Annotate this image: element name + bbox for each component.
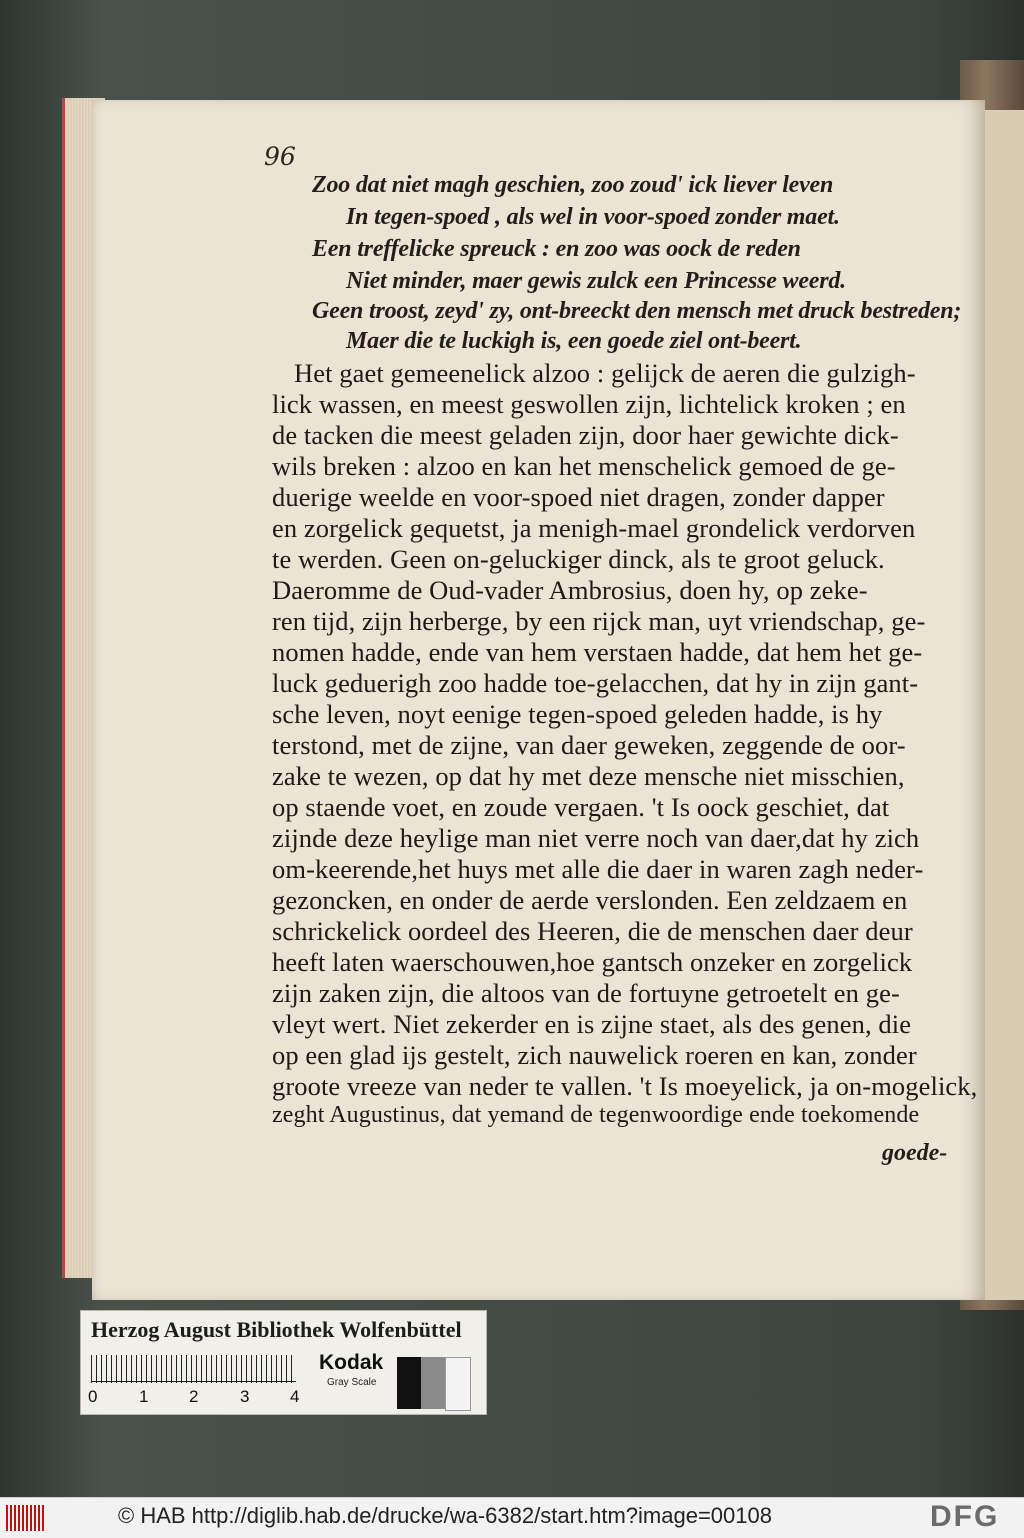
gray-scale-label: Gray Scale (327, 1377, 377, 1388)
ruler-number: 4 (290, 1387, 300, 1406)
prose-line: zeght Augustinus, dat yemand de tegenwoordige ende toekomende (272, 1102, 920, 1128)
ruler-baseline (91, 1381, 296, 1382)
prose-line: groote vreeze van neder te vallen. 't Is moeyelick, ja on-mogelick, (272, 1071, 978, 1101)
prose-line: gezoncken, en onder de aerde verslonden. Een zeldzaem en (272, 885, 908, 915)
verse-line: In tegen-spoed , als wel in voor-spoed zonder maet. (346, 204, 840, 230)
ruler-number: 1 (139, 1387, 149, 1406)
facing-page-edge (985, 110, 1024, 1300)
verse-line: Niet minder, maer gewis zulck een Princesse weerd. (346, 268, 846, 294)
copyright-url[interactable]: © HAB http://diglib.hab.de/drucke/wa-6382/start.htm?image=00108 (118, 1503, 772, 1528)
prose-line: duerige weelde en voor-spoed niet dragen, zonder dapper (272, 482, 885, 512)
prose-line: zake te wezen, op dat hy met deze mensche niet misschien, (272, 761, 905, 791)
prose-line: lick wassen, en meest geswollen zijn, lichtelick kroken ; en (272, 389, 906, 419)
prose-line: sche leven, noyt eenige tegen-spoed geleden hadde, is hy (272, 699, 883, 729)
library-name: Herzog August Bibliothek Wolfenbüttel (91, 1317, 462, 1342)
prose-line: schrickelick oordeel des Heeren, die de menschen daer deur (272, 916, 913, 946)
prose-line: op staende voet, en zoude vergaen. 't Is oock geschiet, dat (272, 792, 890, 822)
swatch-white (445, 1357, 471, 1411)
barcode-icon (6, 1505, 46, 1531)
prose-line: te werden. Geen on-geluckiger dinck, als te groot geluck. (272, 544, 885, 574)
prose-line: om-keerende,het huys met alle die daer in waren zagh neder- (272, 854, 924, 884)
prose-line: heeft laten waerschouwen,hoe gantsch onzeker en zorgelick (272, 947, 913, 977)
scale-ruler (91, 1355, 296, 1383)
prose-line: en zorgelick gequetst, ja menigh-mael grondelick verdorven (272, 513, 916, 543)
prose-line: de tacken die meest geladen zijn, door haer gewichte dick- (272, 420, 899, 450)
prose-line: zijnde deze heylige man niet verre noch van daer,dat hy zich (272, 823, 920, 853)
prose-line: nomen hadde, ende van hem verstaen hadde, dat hem het ge- (272, 637, 923, 667)
prose-line: op een glad ijs gestelt, zich nauwelick roeren en kan, zonder (272, 1040, 917, 1070)
prose-line: luck geduerigh zoo hadde toe-gelacchen, dat hy in zijn gant- (272, 668, 919, 698)
swatch-black (397, 1357, 421, 1409)
footer-bar (0, 1497, 1024, 1538)
prose-line: vleyt wert. Niet zekerder en is zijne staet, als des genen, die (272, 1009, 912, 1039)
page-number: 96 (264, 142, 296, 171)
verse-line: Geen troost, zeyd' zy, ont-breeckt den mensch met druck bestreden; (312, 298, 962, 324)
prose-line: Daeromme de Oud-vader Ambrosius, doen hy, op zeke- (272, 575, 868, 605)
swatch-gray (421, 1357, 445, 1409)
verse-line: Zoo dat niet magh geschien, zoo zoud' ick liever leven (312, 172, 834, 198)
ruler-number: 2 (189, 1387, 199, 1406)
prose-line: Het gaet gemeenelick alzoo : gelijck de aeren die gulzigh- (294, 358, 916, 388)
color-reference-card (80, 1310, 487, 1415)
kodak-label: Kodak (319, 1351, 384, 1374)
catchword: goede- (882, 1140, 948, 1166)
verse-line: Maer die te luckigh is, een goede ziel ont-beert. (346, 328, 802, 354)
prose-line: wils breken : alzoo en kan het menschelick gemoed de ge- (272, 451, 896, 481)
ruler-number: 3 (240, 1387, 250, 1406)
prose-line: ren tijd, zijn herberge, by een rijck man, uyt vriendschap, ge- (272, 606, 926, 636)
prose-line: zijn zaken zijn, die altoos van de fortuyne getroetelt en ge- (272, 978, 900, 1008)
ruler-number: 0 (88, 1387, 98, 1406)
dfg-logo: DFG (930, 1500, 1000, 1533)
verse-line: Een treffelicke spreuck : en zoo was oock de reden (312, 236, 801, 262)
prose-line: terstond, met de zijne, van daer geweken, zeggende de oor- (272, 730, 906, 760)
